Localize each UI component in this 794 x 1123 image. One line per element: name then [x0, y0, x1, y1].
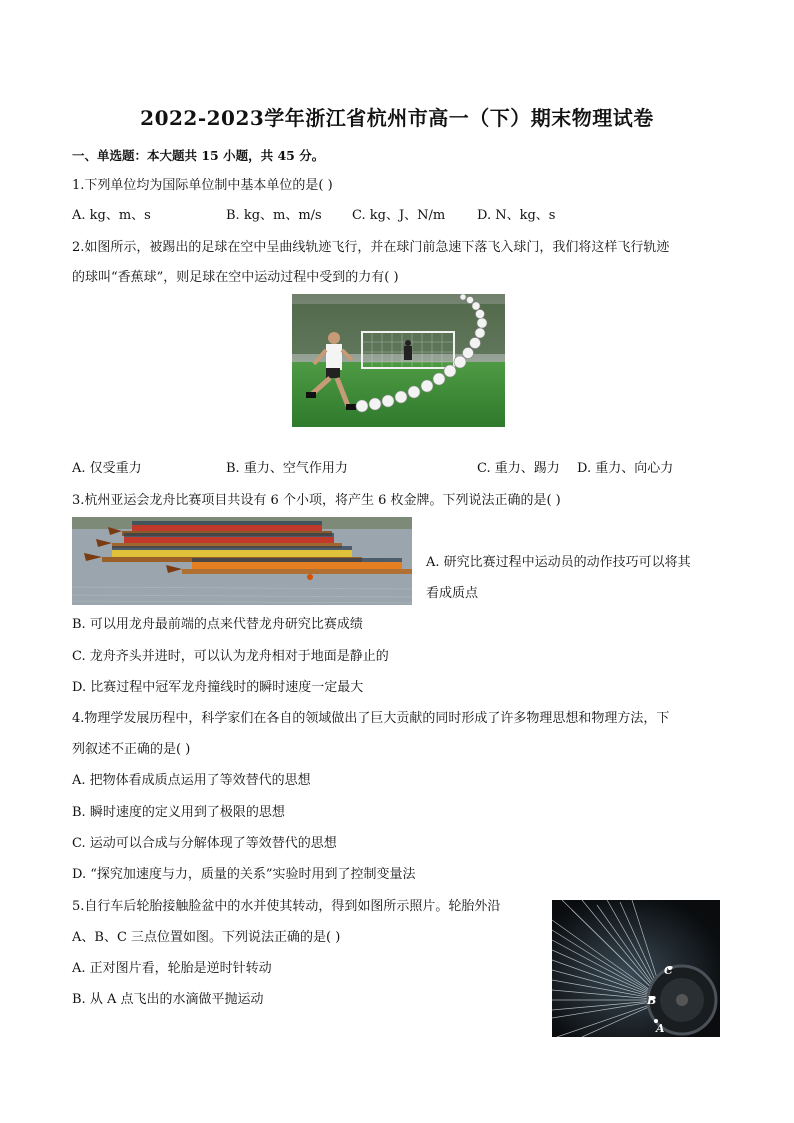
q5-stem-line1: 5.自行车后轮胎接触脸盆中的水并使其转动，得到如图所示照片。轮胎外沿 — [72, 899, 501, 914]
soccer-photo — [292, 294, 505, 427]
q4-option-b: B. 瞬时速度的定义用到了极限的思想 — [72, 805, 285, 820]
q3-option-a-line1: A. 研究比赛过程中运动员的动作技巧可以将其 — [426, 555, 691, 570]
q4-option-c: C. 运动可以合成与分解体现了等效替代的思想 — [72, 836, 337, 851]
q3-option-c: C. 龙舟齐头并进时，可以认为龙舟相对于地面是静止的 — [72, 649, 389, 664]
point-c-label: C — [664, 964, 673, 977]
q1-stem: 1.下列单位均为国际单位制中基本单位的是( ) — [72, 178, 333, 193]
q5-stem-line2: A、B、C 三点位置如图。下列说法正确的是( ) — [72, 930, 341, 945]
q2-option-a: A. 仅受重力 — [72, 461, 142, 476]
q2-option-c: C. 重力、踢力 — [477, 461, 560, 476]
q3-option-b: B. 可以用龙舟最前端的点来代替龙舟研究比赛成绩 — [72, 617, 363, 632]
q2-option-d: D. 重力、向心力 — [577, 461, 674, 476]
q1-option-c: C. kg、J、N/m — [352, 208, 446, 223]
point-b-label: B — [647, 994, 657, 1007]
point-a-label: A — [656, 1022, 665, 1035]
q4-option-a: A. 把物体看成质点运用了等效替代的思想 — [72, 773, 311, 788]
q2-option-b: B. 重力、空气作用力 — [226, 461, 348, 476]
q4-stem-line2: 列叙述不正确的是( ) — [72, 742, 191, 757]
q3-stem: 3.杭州亚运会龙舟比赛项目共设有 6 个小项，将产生 6 枚金牌。下列说法正确的是( ) — [72, 493, 561, 508]
q2-stem-line2: 的球叫“香蕉球”，则足球在空中运动过程中受到的力有( ) — [72, 270, 399, 285]
exam-title: 2022-2023学年浙江省杭州市高一（下）期末物理试卷 — [140, 106, 654, 130]
dragon-boat-photo — [72, 517, 412, 605]
q4-option-d: D. “探究加速度与力，质量的关系”实验时用到了控制变量法 — [72, 867, 416, 882]
section-header: 一、单选题：本大题共 15 小题，共 45 分。 — [72, 148, 325, 163]
q1-option-d: D. N、kg、s — [477, 208, 556, 223]
q3-option-d: D. 比赛过程中冠军龙舟撞线时的瞬时速度一定最大 — [72, 680, 364, 695]
q5-option-a: A. 正对图片看，轮胎是逆时针转动 — [72, 961, 272, 976]
q5-option-b: B. 从 A 点飞出的水滴做平抛运动 — [72, 992, 264, 1007]
q2-stem-line1: 2.如图所示，被踢出的足球在空中呈曲线轨迹飞行，并在球门前急速下落飞入球门，我们将这样飞行轨迹 — [72, 240, 670, 255]
q3-option-a-line2: 看成质点 — [426, 586, 479, 601]
q4-stem-line1: 4.物理学发展历程中，科学家们在各自的领域做出了巨大贡献的同时形成了许多物理思想和物理方法，下 — [72, 711, 670, 726]
q1-option-b: B. kg、m、m/s — [226, 208, 322, 223]
wheel-spray-photo — [552, 900, 720, 1037]
q1-option-a: A. kg、m、s — [72, 208, 151, 223]
